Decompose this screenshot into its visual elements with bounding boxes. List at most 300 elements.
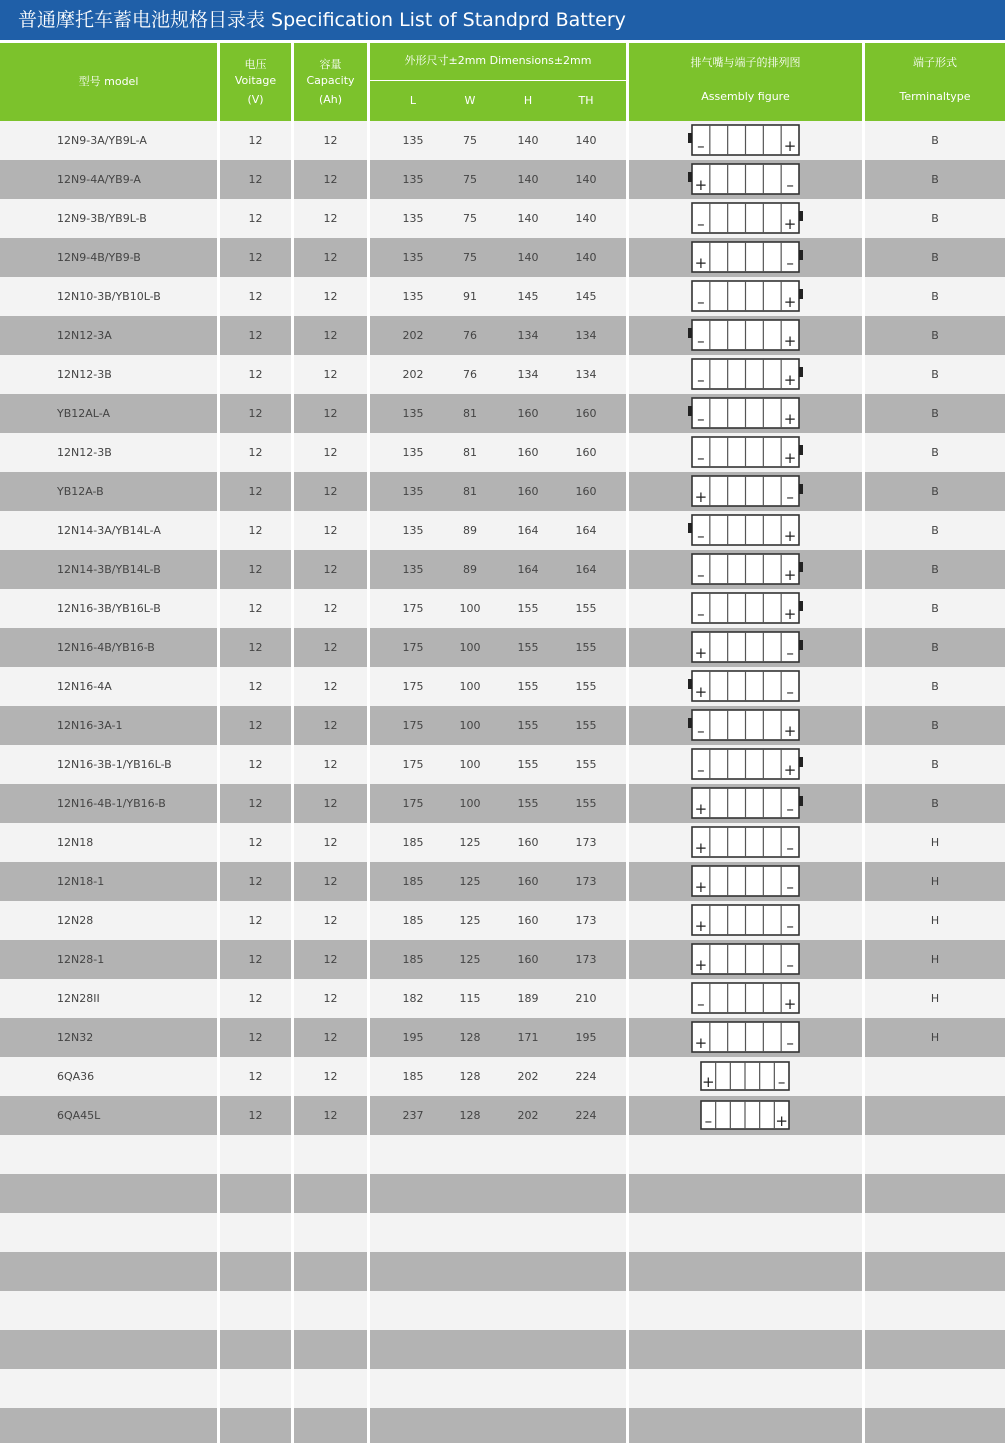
header-assembly-cn: 排气嘴与端子的排列图 bbox=[690, 56, 801, 69]
cell-capacity: 12 bbox=[323, 212, 338, 225]
cell-total-height bbox=[571, 1135, 601, 1174]
table-row bbox=[0, 472, 1005, 511]
table-row bbox=[0, 1330, 1005, 1369]
battery-assembly-figure bbox=[688, 436, 804, 469]
cell-total-height: 164 bbox=[575, 563, 597, 576]
cell-total-height: 195 bbox=[575, 1031, 597, 1044]
cell-terminal: B bbox=[931, 758, 939, 771]
cell-capacity: 12 bbox=[323, 602, 338, 615]
cell-total-height: 173 bbox=[575, 953, 597, 966]
cell-total-height: 155 bbox=[575, 680, 597, 693]
vent-tab bbox=[688, 718, 692, 728]
cell-terminal: B bbox=[931, 251, 939, 264]
cell-model: 12N28 bbox=[57, 914, 94, 927]
cell-length: 135 bbox=[402, 251, 424, 264]
battery-assembly-figure bbox=[688, 241, 804, 274]
table-row bbox=[0, 823, 1005, 862]
cell-width: 76 bbox=[463, 368, 477, 381]
cell-width: 89 bbox=[463, 524, 477, 537]
cell-model: 12N9-4A/YB9-A bbox=[57, 173, 141, 186]
battery-assembly-figure bbox=[688, 514, 804, 547]
positive-terminal-icon: + bbox=[694, 917, 707, 935]
negative-terminal-icon: – bbox=[785, 917, 794, 935]
table-row bbox=[0, 940, 1005, 979]
battery-assembly-figure bbox=[688, 709, 804, 742]
header-assembly-en: Assembly figure bbox=[701, 90, 790, 103]
cell-total-height: 160 bbox=[575, 407, 597, 420]
cell-height: 134 bbox=[517, 329, 539, 342]
vent-tab bbox=[688, 133, 692, 143]
cell-voltage: 12 bbox=[248, 212, 263, 225]
cell-height: 145 bbox=[517, 290, 539, 303]
cell-terminal: B bbox=[931, 368, 939, 381]
vent-tab bbox=[688, 406, 692, 416]
negative-terminal-icon: – bbox=[785, 800, 794, 818]
cell-height: 160 bbox=[517, 836, 539, 849]
cell-height: 140 bbox=[517, 134, 539, 147]
cell-length bbox=[398, 1135, 428, 1174]
cell-capacity bbox=[294, 1369, 367, 1408]
cell-capacity: 12 bbox=[323, 134, 338, 147]
cell-terminal: B bbox=[931, 719, 939, 732]
cell-capacity: 12 bbox=[323, 719, 338, 732]
cell-length: 175 bbox=[402, 758, 424, 771]
cell-length: 135 bbox=[402, 290, 424, 303]
positive-terminal-icon: + bbox=[694, 644, 707, 662]
cell-total-height bbox=[571, 1252, 601, 1291]
cell-terminal bbox=[865, 1408, 1005, 1443]
positive-terminal-icon: + bbox=[694, 254, 707, 272]
cell-width: 128 bbox=[459, 1070, 481, 1083]
column-divider bbox=[626, 40, 629, 1443]
cell-width: 100 bbox=[459, 641, 481, 654]
cell-width bbox=[455, 1213, 485, 1252]
cell-capacity: 12 bbox=[323, 1031, 338, 1044]
cell-total-height: 140 bbox=[575, 212, 597, 225]
negative-terminal-icon: – bbox=[696, 137, 705, 155]
cell-length: 135 bbox=[402, 524, 424, 537]
cell-length: 185 bbox=[402, 875, 424, 888]
table-row bbox=[0, 1135, 1005, 1174]
cell-model: 12N14-3A/YB14L-A bbox=[57, 524, 161, 537]
table-row bbox=[0, 1057, 1005, 1096]
cell-height: 171 bbox=[517, 1031, 539, 1044]
cell-voltage: 12 bbox=[248, 134, 263, 147]
cell-total-height bbox=[571, 1291, 601, 1330]
cell-voltage bbox=[220, 1291, 291, 1330]
header-terminal-en: Terminaltype bbox=[899, 90, 971, 103]
table-row bbox=[0, 706, 1005, 745]
table-row bbox=[0, 901, 1005, 940]
cell-total-height bbox=[571, 1408, 601, 1443]
cell-total-height: 160 bbox=[575, 446, 597, 459]
cell-model: 12N9-3A/YB9L-A bbox=[57, 134, 147, 147]
cell-voltage: 12 bbox=[248, 251, 263, 264]
cell-model: 12N16-4A bbox=[57, 680, 112, 693]
vent-tab bbox=[799, 211, 803, 221]
cell-capacity: 12 bbox=[323, 251, 338, 264]
cell-voltage: 12 bbox=[248, 524, 263, 537]
cell-model: 12N12-3A bbox=[57, 329, 112, 342]
header-model-label: 型号 model bbox=[78, 75, 139, 88]
cell-voltage: 12 bbox=[248, 1070, 263, 1083]
battery-assembly-figure bbox=[688, 865, 804, 898]
page-title: 普通摩托车蓄电池规格目录表 Specification List of Standprd Battery bbox=[0, 0, 1005, 40]
cell-length bbox=[398, 1252, 428, 1291]
header-capacity bbox=[294, 43, 367, 121]
battery-assembly-figure bbox=[688, 475, 804, 508]
positive-terminal-icon: + bbox=[694, 1034, 707, 1052]
cell-length: 175 bbox=[402, 797, 424, 810]
negative-terminal-icon: – bbox=[696, 293, 705, 311]
table-row bbox=[0, 667, 1005, 706]
vent-tab bbox=[688, 523, 692, 533]
cell-width: 75 bbox=[463, 134, 477, 147]
header-dimensions-label: 外形尺寸±2mm Dimensions±2mm bbox=[404, 54, 592, 67]
battery-assembly-figure bbox=[688, 631, 804, 664]
cell-model bbox=[57, 1369, 217, 1408]
cell-width: 76 bbox=[463, 329, 477, 342]
cell-capacity: 12 bbox=[323, 173, 338, 186]
cell-length: 175 bbox=[402, 680, 424, 693]
cell-capacity: 12 bbox=[323, 914, 338, 927]
cell-width: 100 bbox=[459, 602, 481, 615]
header-voltage-cn: 电压 bbox=[244, 58, 267, 71]
positive-terminal-icon: + bbox=[783, 449, 796, 467]
header-voltage-en: Voitage bbox=[234, 74, 277, 87]
header-dim-w: W bbox=[464, 94, 476, 107]
cell-height: 155 bbox=[517, 719, 539, 732]
cell-length: 202 bbox=[402, 368, 424, 381]
cell-capacity: 12 bbox=[323, 290, 338, 303]
table-row bbox=[0, 1018, 1005, 1057]
cell-height bbox=[513, 1213, 543, 1252]
vent-tab bbox=[799, 484, 803, 494]
cell-model bbox=[57, 1330, 217, 1369]
positive-terminal-icon: + bbox=[783, 605, 796, 623]
cell-terminal bbox=[865, 1057, 1005, 1096]
cell-length bbox=[398, 1213, 428, 1252]
cell-model bbox=[57, 1408, 217, 1443]
positive-terminal-icon: + bbox=[694, 956, 707, 974]
cell-length: 175 bbox=[402, 719, 424, 732]
cell-model: 6QA45L bbox=[57, 1109, 101, 1122]
cell-terminal: B bbox=[931, 641, 939, 654]
cell-width bbox=[455, 1291, 485, 1330]
cell-voltage: 12 bbox=[248, 1109, 263, 1122]
cell-model bbox=[57, 1213, 217, 1252]
cell-width: 91 bbox=[463, 290, 477, 303]
cell-length: 195 bbox=[402, 1031, 424, 1044]
cell-model: 12N9-4B/YB9-B bbox=[57, 251, 141, 264]
negative-terminal-icon: – bbox=[777, 1073, 785, 1091]
cell-height: 160 bbox=[517, 407, 539, 420]
cell-total-height: 155 bbox=[575, 719, 597, 732]
cell-height: 160 bbox=[517, 953, 539, 966]
table-row bbox=[0, 979, 1005, 1018]
battery-assembly-figure bbox=[688, 826, 804, 859]
negative-terminal-icon: – bbox=[785, 956, 794, 974]
cell-voltage: 12 bbox=[248, 602, 263, 615]
cell-height: 160 bbox=[517, 914, 539, 927]
battery-assembly-figure bbox=[688, 943, 804, 976]
cell-length: 185 bbox=[402, 1070, 424, 1083]
cell-terminal: B bbox=[931, 797, 939, 810]
cell-width: 125 bbox=[459, 875, 481, 888]
cell-voltage: 12 bbox=[248, 1031, 263, 1044]
cell-height bbox=[513, 1330, 543, 1369]
table-row bbox=[0, 199, 1005, 238]
cell-voltage: 12 bbox=[248, 758, 263, 771]
positive-terminal-icon: + bbox=[783, 215, 796, 233]
cell-height bbox=[513, 1135, 543, 1174]
column-divider bbox=[217, 40, 220, 1443]
spec-table-body bbox=[0, 121, 1005, 1443]
cell-voltage bbox=[220, 1369, 291, 1408]
cell-width: 81 bbox=[463, 485, 477, 498]
cell-terminal: H bbox=[930, 836, 940, 849]
column-divider bbox=[862, 40, 865, 1443]
cell-height: 160 bbox=[517, 485, 539, 498]
cell-model: YB12A-B bbox=[57, 485, 104, 498]
cell-terminal: H bbox=[930, 914, 940, 927]
header-dim-th: TH bbox=[578, 94, 594, 107]
cell-width bbox=[455, 1174, 485, 1213]
cell-voltage: 12 bbox=[248, 680, 263, 693]
cell-height: 189 bbox=[517, 992, 539, 1005]
cell-voltage: 12 bbox=[248, 290, 263, 303]
positive-terminal-icon: + bbox=[694, 176, 707, 194]
cell-voltage: 12 bbox=[248, 563, 263, 576]
table-row bbox=[0, 394, 1005, 433]
cell-voltage: 12 bbox=[248, 641, 263, 654]
cell-model bbox=[57, 1252, 217, 1291]
cell-width: 100 bbox=[459, 758, 481, 771]
cell-capacity bbox=[294, 1213, 367, 1252]
cell-width: 100 bbox=[459, 719, 481, 732]
cell-height: 155 bbox=[517, 680, 539, 693]
cell-model: 12N16-3B/YB16L-B bbox=[57, 602, 161, 615]
cell-capacity bbox=[294, 1291, 367, 1330]
cell-voltage: 12 bbox=[248, 836, 263, 849]
cell-voltage: 12 bbox=[248, 992, 263, 1005]
cell-voltage: 12 bbox=[248, 329, 263, 342]
cell-length: 135 bbox=[402, 134, 424, 147]
cell-capacity: 12 bbox=[323, 368, 338, 381]
positive-terminal-icon: + bbox=[694, 800, 707, 818]
negative-terminal-icon: – bbox=[785, 878, 794, 896]
cell-height: 160 bbox=[517, 446, 539, 459]
cell-height: 134 bbox=[517, 368, 539, 381]
cell-model bbox=[57, 1291, 217, 1330]
cell-terminal: H bbox=[930, 953, 940, 966]
positive-terminal-icon: + bbox=[694, 839, 707, 857]
battery-assembly-figure bbox=[700, 1060, 792, 1093]
positive-terminal-icon: + bbox=[783, 332, 796, 350]
cell-voltage bbox=[220, 1252, 291, 1291]
positive-terminal-icon: + bbox=[783, 293, 796, 311]
cell-terminal bbox=[865, 1096, 1005, 1135]
cell-total-height: 134 bbox=[575, 368, 597, 381]
vent-tab bbox=[799, 640, 803, 650]
cell-model: 12N16-3B-1/YB16L-B bbox=[57, 758, 172, 771]
cell-width bbox=[455, 1369, 485, 1408]
battery-assembly-figure bbox=[688, 124, 804, 157]
cell-model: 12N12-3B bbox=[57, 446, 112, 459]
cell-total-height: 224 bbox=[575, 1070, 597, 1083]
cell-model: 12N16-3A-1 bbox=[57, 719, 123, 732]
battery-assembly-figure bbox=[688, 787, 804, 820]
positive-terminal-icon: + bbox=[774, 1112, 788, 1130]
cell-width: 128 bbox=[459, 1031, 481, 1044]
cell-terminal: H bbox=[930, 1031, 940, 1044]
cell-length: 185 bbox=[402, 836, 424, 849]
table-row bbox=[0, 238, 1005, 277]
positive-terminal-icon: + bbox=[783, 722, 796, 740]
cell-width: 100 bbox=[459, 797, 481, 810]
cell-model: YB12AL-A bbox=[57, 407, 110, 420]
cell-terminal bbox=[865, 1174, 1005, 1213]
positive-terminal-icon: + bbox=[783, 137, 796, 155]
cell-capacity: 12 bbox=[323, 446, 338, 459]
cell-terminal bbox=[865, 1330, 1005, 1369]
cell-width: 125 bbox=[459, 953, 481, 966]
cell-total-height bbox=[571, 1369, 601, 1408]
battery-assembly-figure bbox=[688, 982, 804, 1015]
cell-terminal bbox=[865, 1135, 1005, 1174]
header-assembly bbox=[629, 43, 862, 121]
cell-width bbox=[455, 1330, 485, 1369]
cell-height bbox=[513, 1369, 543, 1408]
cell-length: 135 bbox=[402, 563, 424, 576]
table-row bbox=[0, 589, 1005, 628]
cell-capacity: 12 bbox=[323, 992, 338, 1005]
cell-voltage: 12 bbox=[248, 446, 263, 459]
table-row bbox=[0, 862, 1005, 901]
table-row bbox=[0, 1408, 1005, 1443]
positive-terminal-icon: + bbox=[783, 410, 796, 428]
header-dimensions-divider bbox=[370, 80, 626, 81]
cell-height: 160 bbox=[517, 875, 539, 888]
cell-voltage: 12 bbox=[248, 953, 263, 966]
cell-height: 155 bbox=[517, 641, 539, 654]
cell-height: 202 bbox=[517, 1070, 539, 1083]
cell-total-height: 140 bbox=[575, 251, 597, 264]
table-row bbox=[0, 1174, 1005, 1213]
cell-width: 75 bbox=[463, 173, 477, 186]
header-capacity-en: Capacity bbox=[306, 74, 355, 87]
table-row bbox=[0, 745, 1005, 784]
cell-width bbox=[455, 1135, 485, 1174]
table-row bbox=[0, 277, 1005, 316]
negative-terminal-icon: – bbox=[696, 566, 705, 584]
negative-terminal-icon: – bbox=[696, 410, 705, 428]
cell-terminal bbox=[865, 1252, 1005, 1291]
vent-tab bbox=[799, 562, 803, 572]
table-row bbox=[0, 433, 1005, 472]
vent-tab bbox=[799, 757, 803, 767]
vent-tab bbox=[799, 445, 803, 455]
header-dim-l: L bbox=[409, 94, 417, 107]
table-row bbox=[0, 355, 1005, 394]
cell-model: 12N28-1 bbox=[57, 953, 105, 966]
cell-voltage: 12 bbox=[248, 797, 263, 810]
cell-model: 12N16-4B-1/YB16-B bbox=[57, 797, 166, 810]
table-row bbox=[0, 550, 1005, 589]
vent-tab bbox=[688, 328, 692, 338]
table-row bbox=[0, 316, 1005, 355]
column-divider bbox=[367, 40, 370, 1443]
cell-capacity bbox=[294, 1135, 367, 1174]
cell-capacity: 12 bbox=[323, 875, 338, 888]
cell-total-height: 134 bbox=[575, 329, 597, 342]
battery-assembly-figure bbox=[688, 358, 804, 391]
cell-height: 140 bbox=[517, 173, 539, 186]
negative-terminal-icon: – bbox=[785, 644, 794, 662]
cell-voltage bbox=[220, 1174, 291, 1213]
battery-assembly-figure bbox=[688, 163, 804, 196]
cell-terminal: B bbox=[931, 563, 939, 576]
positive-terminal-icon: + bbox=[783, 995, 796, 1013]
battery-assembly-figure bbox=[688, 592, 804, 625]
battery-assembly-figure bbox=[700, 1099, 792, 1132]
cell-height: 164 bbox=[517, 563, 539, 576]
header-model bbox=[0, 43, 217, 121]
cell-capacity: 12 bbox=[323, 407, 338, 420]
cell-total-height: 160 bbox=[575, 485, 597, 498]
cell-model: 12N9-3B/YB9L-B bbox=[57, 212, 147, 225]
cell-length bbox=[398, 1408, 428, 1443]
negative-terminal-icon: – bbox=[785, 176, 794, 194]
table-row bbox=[0, 1369, 1005, 1408]
cell-capacity bbox=[294, 1174, 367, 1213]
cell-terminal: B bbox=[931, 602, 939, 615]
cell-length bbox=[398, 1369, 428, 1408]
vent-tab bbox=[799, 796, 803, 806]
battery-assembly-figure bbox=[688, 553, 804, 586]
cell-total-height bbox=[571, 1213, 601, 1252]
cell-capacity: 12 bbox=[323, 563, 338, 576]
header-terminal-cn: 端子形式 bbox=[913, 56, 957, 69]
cell-width: 75 bbox=[463, 212, 477, 225]
cell-width bbox=[455, 1252, 485, 1291]
negative-terminal-icon: – bbox=[696, 761, 705, 779]
cell-model: 12N32 bbox=[57, 1031, 94, 1044]
vent-tab bbox=[799, 601, 803, 611]
negative-terminal-icon: – bbox=[696, 722, 705, 740]
table-row bbox=[0, 121, 1005, 160]
cell-width: 125 bbox=[459, 914, 481, 927]
vent-tab bbox=[799, 289, 803, 299]
header-dimensions bbox=[370, 43, 626, 121]
cell-length: 237 bbox=[402, 1109, 424, 1122]
cell-terminal: B bbox=[931, 329, 939, 342]
cell-length: 175 bbox=[402, 602, 424, 615]
cell-capacity: 12 bbox=[323, 758, 338, 771]
cell-terminal: B bbox=[931, 680, 939, 693]
battery-assembly-figure bbox=[688, 748, 804, 781]
cell-height: 164 bbox=[517, 524, 539, 537]
positive-terminal-icon: + bbox=[783, 761, 796, 779]
cell-terminal: H bbox=[930, 875, 940, 888]
cell-terminal: B bbox=[931, 485, 939, 498]
cell-capacity: 12 bbox=[323, 641, 338, 654]
cell-width: 81 bbox=[463, 446, 477, 459]
cell-total-height bbox=[571, 1330, 601, 1369]
cell-terminal bbox=[865, 1213, 1005, 1252]
battery-assembly-figure bbox=[688, 319, 804, 352]
cell-total-height: 155 bbox=[575, 641, 597, 654]
